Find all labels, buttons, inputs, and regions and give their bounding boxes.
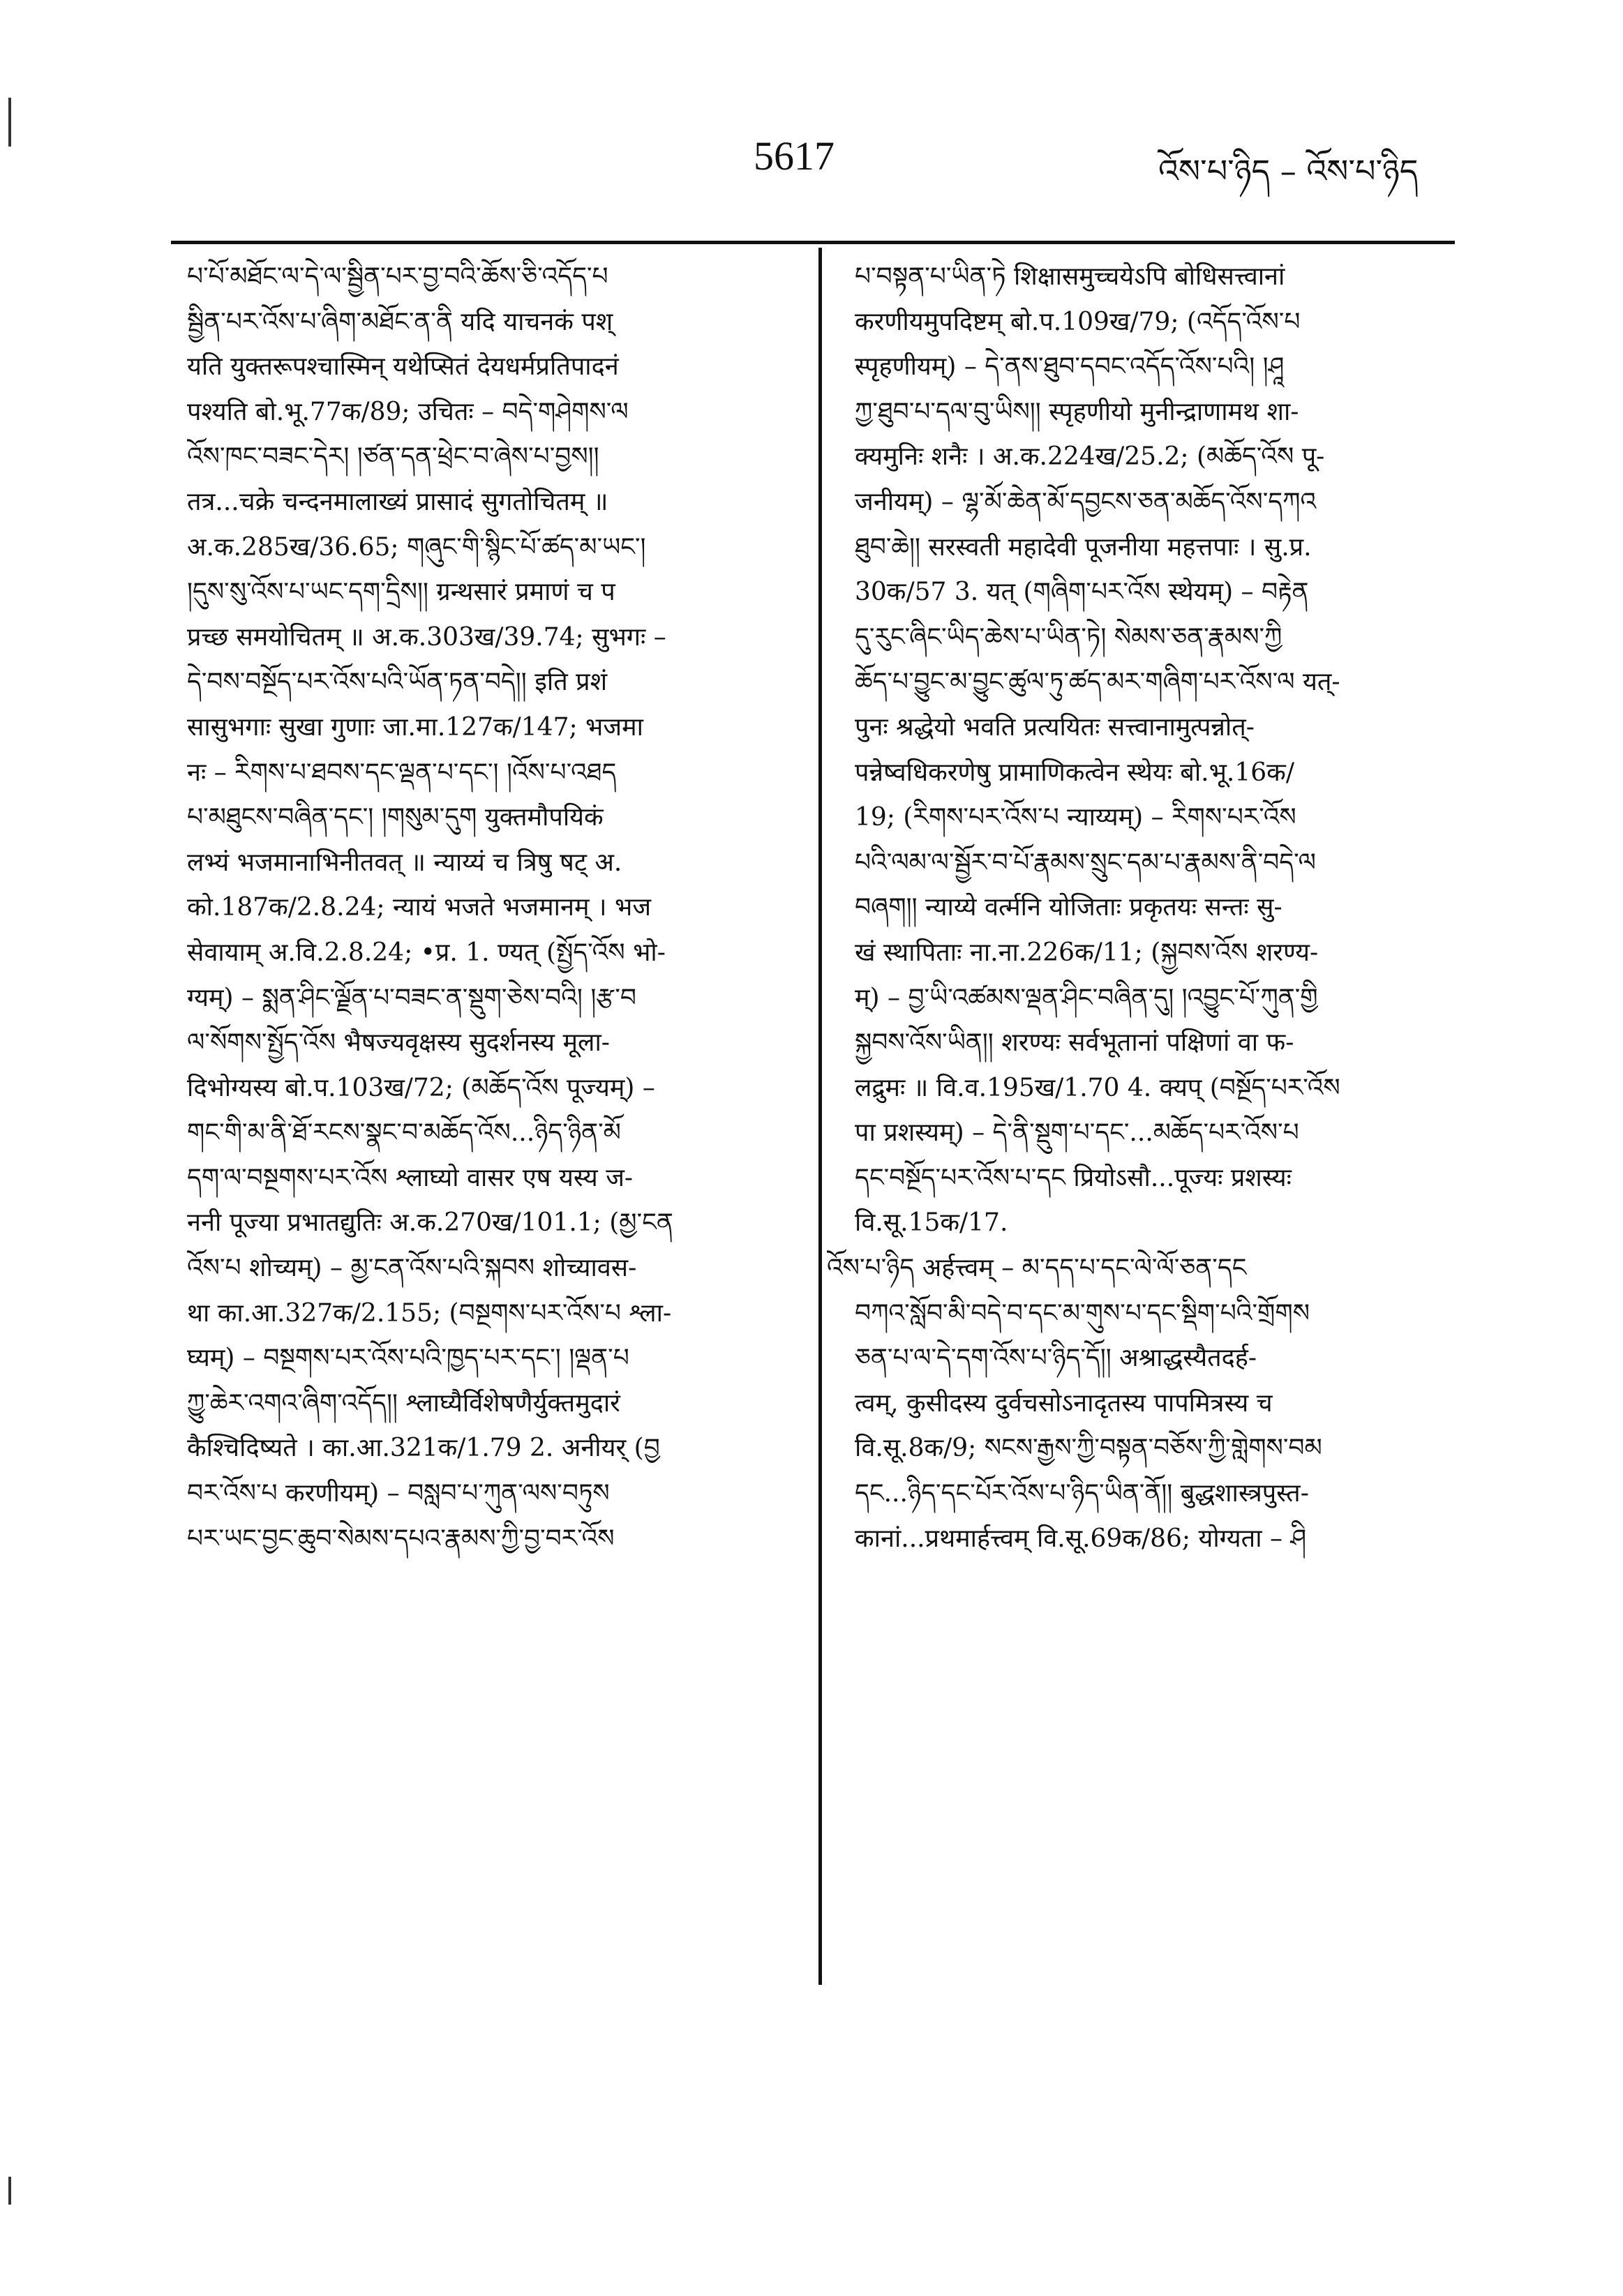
text-line: པ་མཐུངས་བཞིན་དང་། །གསུམ་དུག युक्तमौपयिकं xyxy=(187,803,604,832)
text-line: པ་པོ་མཐོང་ལ་དེ་ལ་སྦྱིན་པར་བྱ་བའི་ཆོས་ཅི་འདོད་པ xyxy=(187,262,608,291)
header-rule xyxy=(171,241,1455,244)
text-line: བཀའ་སློབ་མི་བདེ་བ་དང་མ་གུས་པ་དང་སྡིག་པའི་གྲོགས xyxy=(855,1298,1310,1328)
text-line: घ्यम्) – བསྔགས་པར་འོས་པའི་ཁྱད་པར་དང་། །ལྡན་པ xyxy=(187,1344,629,1373)
text-line: ग्यम्) – སྨན་ཤིང་ལྗོན་པ་བཟང་ན་སྡུག་ཅེས་བའི། །རྩ་བ xyxy=(187,983,636,1012)
text-line: ཅན་པ་ལ་དེ་དག་འོས་པ་ཉིད་དོ།། अश्राद्धस्यैतदर्ह- xyxy=(855,1344,1257,1373)
text-line: पन्नेष्वधिकरणेषु प्रामाणिकत्वेन स्थेयः बो.भू.16क/ xyxy=(855,758,1294,787)
text-line: पा प्रशस्यम्) – དེ་ནི་སྡུག་པ་དང་...མཆོད་པར་འོས་པ xyxy=(855,1118,1299,1148)
text-line: ཐུབ་ཆེ།། सरस्वती महादेवी पूजनीया महत्तपाः । सु.प्र. xyxy=(855,532,1312,562)
running-head: འོས་པ་ཉིད – འོས་པ་ཉིད xyxy=(1158,152,1419,190)
text-line: 30क/57 3. यत् (གཞིག་པར་འོས स्थेयम्) – བརྟེན xyxy=(855,578,1309,607)
text-line: पश्यति बो.भू.77क/89; उचितः – བདེ་གཤེགས་ལ xyxy=(187,397,629,426)
text-line: ཀྱུ་ཆེར་འགའ་ཞིག་འདོད།། श्लाघ्यैर्विशेषणैर्युक्तमुदारं xyxy=(187,1388,620,1418)
text-line: सेवायाम् अ.वि.2.8.24; •प्र. 1. ण्यत् (སྤྱོད་འོས भो- xyxy=(187,938,666,967)
text-line: ལ་སོགས་སྤྱོད་འོས भैषज्यवृक्षस्य सुदर्शनस्य मूला- xyxy=(187,1028,610,1058)
text-line: སྐྱབས་འོས་ཡིན།། शरण्यः सर्वभूतानां पक्षिणां वा फ- xyxy=(855,1028,1294,1058)
text-line: प्रच्छ समयोचितम् ॥ अ.क.303ख/39.74; सुभगः – xyxy=(187,622,666,652)
text-line: པ་བསྟན་པ་ཡིན་ཏེ शिक्षासमुच्चयेऽपि बोधिसत्त्वानां xyxy=(855,262,1285,291)
text-line: དེ་བས་བསྔོད་པར་འོས་པའི་ཡོན་ཏན་བདེ།། इति प्रशं xyxy=(187,668,608,697)
text-line: བཞག།། न्याय्ये वर्त्मनि योजिताः प्रकृतयः सन्तः सु- xyxy=(855,893,1282,922)
text-line: सासुभगाः सुखा गुणाः जा.मा.127क/147; भजमा xyxy=(187,712,643,742)
scan-edge-mark xyxy=(8,2177,11,2205)
text-line: 19; (རིགས་པར་འོས་པ न्याय्यम्) – རིགས་པར་འོས xyxy=(855,803,1296,832)
text-line: པའི་ལམ་ལ་སྦྱོར་བ་པོ་རྣམས་སྲུང་དམ་པ་རྣམས་ནི་བདེ་ལ xyxy=(855,848,1316,877)
text-line: दिभोग्यस्य बो.प.103ख/72; (མཆོད་འོས पूज्यम्) – xyxy=(187,1073,655,1102)
text-line: पुनः श्रद्धेयो भवति प्रत्ययितः सत्त्वानामुत्पन्नोत्- xyxy=(855,712,1255,742)
text-line: करणीयमुपदिष्टम् बो.प.109ख/79; (འདོད་འོས་པ xyxy=(855,307,1301,336)
text-line: यति युक्तरूपश्चास्मिन् यथेप्सितं देयधर्मप्रतिपादनं xyxy=(187,352,619,382)
text-line: स्पृहणीयम्) – དེ་ནས་ཐུབ་དབང་འདོད་འོས་པའི། །ཤཱ xyxy=(855,352,1285,382)
text-line: अ.क.285ख/36.65; གཞུང་གི་སྙིང་པོ་ཚད་མ་ཡང་། xyxy=(187,532,646,562)
text-line: खं स्थापिताः ना.ना.226क/11; (སྐྱབས་འོས शरण्य- xyxy=(855,938,1319,967)
text-line: लभ्यं भजमानाभिनीतवत् ॥ न्याय्यं च त्रिषु षट् अ. xyxy=(187,848,622,877)
text-line: པར་ཡང་བྱང་ཆུབ་སེམས་དཔའ་རྣམས་ཀྱི་བྱ་བར་འོས xyxy=(187,1524,615,1553)
scan-edge-mark xyxy=(8,98,11,147)
text-line: གང་གི་མ་ནི་ཐོ་རངས་སྣང་བ་མཆོད་འོས...ཉིད་ཉིན་མོ xyxy=(187,1118,621,1148)
text-line: འོས་ཁང་བཟང་དེར། །ཙན་དན་ཕྲེང་བ་ཞེས་པ་བྱས།། xyxy=(187,442,599,472)
left-column xyxy=(187,255,801,1561)
text-line: དང་བསྔོད་པར་འོས་པ་དང प्रियोऽसौ...पूज्यः प्रशस्यः xyxy=(855,1163,1292,1192)
text-line: कैश्चिदिष्यते । का.आ.321क/1.79 2. अनीयर् (བྱ xyxy=(187,1434,660,1463)
text-line: नः – རིགས་པ་ཐབས་དང་ལྡན་པ་དང་། །འོས་པ་འཐད xyxy=(187,758,617,787)
text-line: །དུས་སུ་འོས་པ་ཡང་དག་དྲིས།། ग्रन्थसारं प्रमाणं च प xyxy=(187,578,615,607)
text-line: ननी पूज्या प्रभातद्युतिः अ.क.270ख/101.1; (མྱ་ངན xyxy=(187,1208,673,1238)
text-line: तत्र...चक्रे चन्दनमालाख्यं प्रासादं सुगतोचितम् ॥ xyxy=(187,487,608,516)
text-line: དག་ལ་བསྔགས་པར་འོས श्लाघ्यो वासर एष यस्य ज- xyxy=(187,1163,634,1192)
text-line: लद्रुमः ॥ वि.व.195ख/1.70 4. क्यप् (བསྔོད་པར་འོས xyxy=(855,1073,1340,1102)
entry-headword-line: འོས་པ་ཉིད अर्हत्त्वम् – མ་དད་པ་དང་ལེ་ལོ་ཅན་དང xyxy=(827,1254,1247,1283)
text-line: जनीयम्) – ལྷ་མོ་ཆེན་མོ་དབྱངས་ཅན་མཆོད་འོས་དཀའ xyxy=(855,487,1317,516)
text-line: དུ་རུང་ཞིང་ཡིད་ཆེས་པ་ཡིན་ཏེ། སེམས་ཅན་རྣམས་ཀྱི xyxy=(855,622,1282,652)
text-line: वि.सू.15क/17. xyxy=(855,1208,1008,1238)
text-line: वि.सू.8क/9; སངས་རྒྱས་ཀྱི་བསྟན་བཅོས་ཀྱི་གླེགས་བམ xyxy=(855,1434,1322,1463)
text-line: འོས་པ शोच्यम्) – མྱ་ངན་འོས་པའི་སྐབས शोच्यावस- xyxy=(187,1254,637,1283)
column-divider xyxy=(818,248,822,1985)
text-line: ཆོད་པ་བྱུང་མ་བྱུང་ཚུལ་ཏུ་ཚད་མར་གཞིག་པར་འོས་ལ यत्- xyxy=(855,668,1340,697)
text-line: ཀྱ་ཐུབ་པ་དལ་བུ་ཡིས།། स्पृहणीयो मुनीन्द्राणामथ शा- xyxy=(855,397,1299,426)
page-number: 5617 xyxy=(754,133,835,179)
text-line: སྦྱིན་པར་འོས་པ་ཞིག་མཐོང་ན་ནི यदि याचनकं पश् xyxy=(187,307,613,336)
text-line: त्वम्, कुसीदस्य दुर्वचसोऽनादृतस्य पापमित्रस्य च xyxy=(855,1388,1273,1418)
right-column xyxy=(827,255,1469,1561)
text-line: को.187क/2.8.24; न्यायं भजते भजमानम् । भज xyxy=(187,893,652,922)
text-line: དང...ཉིད་དང་པོར་འོས་པ་ཉིད་ཡིན་ནོ།། बुद्धशास्त्रपुस्त- xyxy=(855,1479,1309,1508)
text-line: था का.आ.327क/2.155; (བསྔགས་པར་འོས་པ श्ला- xyxy=(187,1298,672,1328)
text-line: कानां...प्रथमार्हत्त्वम् वि.सू.69क/86; योग्यता – ཤི xyxy=(855,1524,1307,1553)
text-line: म्) – བྱ་ཡི་འཚམས་ལྡན་ཤིང་བཞིན་དུ། །འབྱུང་པོ་ཀུན་གྱི xyxy=(855,983,1318,1012)
text-line: བར་འོས་པ करणीयम्) – བསླབ་པ་ཀུན་ལས་བཏུས xyxy=(187,1479,610,1508)
text-line: क्यमुनिः शनैः । अ.क.224ख/25.2; (མཆོད་འོས पू- xyxy=(855,442,1325,472)
